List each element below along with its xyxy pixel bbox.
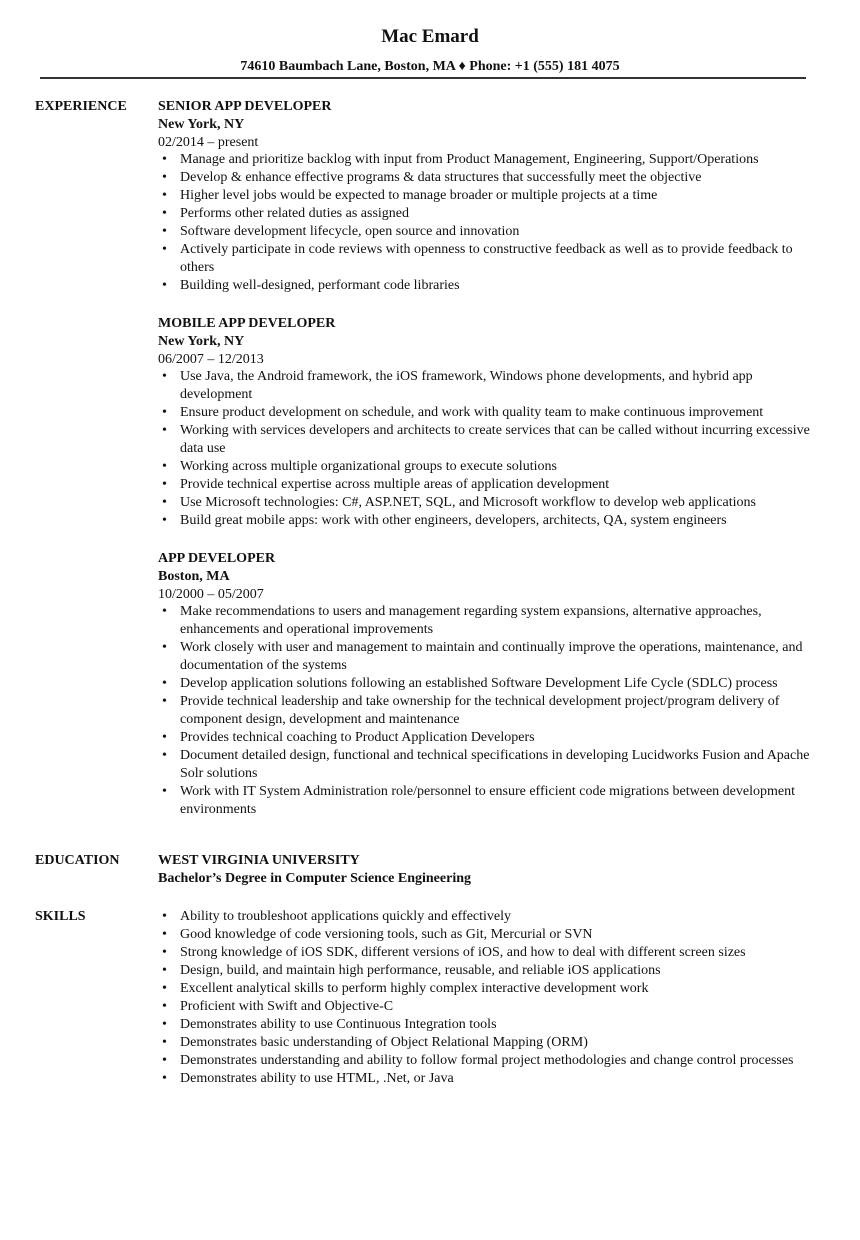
experience-section bbox=[158, 98, 818, 839]
bullet-icon: • bbox=[162, 170, 167, 185]
job-bullet-item bbox=[158, 223, 818, 241]
skill-item-text: Ability to troubleshoot applications quickly and effectively bbox=[180, 909, 512, 924]
job-title: SENIOR APP DEVELOPER bbox=[158, 99, 332, 114]
skill-item bbox=[158, 962, 818, 980]
job-bullet-item-text: Develop & enhance effective programs & data structures that successfully meet the objective bbox=[180, 170, 702, 185]
job-bullet-item bbox=[158, 675, 818, 693]
skill-item bbox=[158, 998, 818, 1016]
job-entry bbox=[158, 315, 818, 530]
job-bullets bbox=[158, 603, 818, 819]
bullet-icon: • bbox=[162, 784, 167, 799]
skill-item-text: Excellent analytical skills to perform highly complex interactive development work bbox=[180, 981, 649, 996]
bullet-icon: • bbox=[162, 927, 167, 942]
skill-item-text: Good knowledge of code versioning tools, such as Git, Mercurial or SVN bbox=[180, 927, 593, 942]
section-label-experience: EXPERIENCE bbox=[35, 99, 127, 114]
skill-item bbox=[158, 1052, 818, 1070]
contact-line: 74610 Baumbach Lane, Boston, MA ♦ Phone: +1 (555) 181 4075 bbox=[240, 59, 620, 74]
bullet-icon: • bbox=[162, 495, 167, 510]
skill-item bbox=[158, 980, 818, 998]
bullet-icon: • bbox=[162, 909, 167, 924]
job-bullet-item-text: Manage and prioritize backlog with input from Product Management, Engineering, Support/Operations bbox=[180, 152, 759, 167]
job-bullet-item-text: Provide technical leadership and take ownership for the technical development project/program delivery of component design, development and maintenance bbox=[180, 694, 780, 727]
job-bullets bbox=[158, 151, 818, 295]
job-bullet-item bbox=[158, 512, 818, 530]
bullet-icon: • bbox=[162, 694, 167, 709]
job-bullet-item-text: Working with services developers and architects to create services that can be called without incurring excessive data use bbox=[180, 423, 810, 456]
job-bullet-item bbox=[158, 783, 818, 819]
job-dates: 06/2007 – 12/2013 bbox=[158, 352, 264, 367]
bullet-icon: • bbox=[162, 423, 167, 438]
section-label-skills: SKILLS bbox=[35, 909, 86, 924]
job-bullet-item-text: Actively participate in code reviews with openness to constructive feedback as well as to provide feedback to others bbox=[180, 242, 793, 275]
job-bullet-item-text: Use Microsoft technologies: C#, ASP.NET, SQL, and Microsoft workflow to develop web applications bbox=[180, 495, 756, 510]
job-bullets bbox=[158, 368, 818, 530]
job-bullet-item-text: Document detailed design, functional and technical specifications in developing Lucidworks Fusion and Apache Solr solutions bbox=[180, 748, 810, 781]
bullet-icon: • bbox=[162, 981, 167, 996]
bullet-icon: • bbox=[162, 1071, 167, 1086]
skills-list bbox=[158, 908, 818, 1088]
bullet-icon: • bbox=[162, 278, 167, 293]
skills-section bbox=[158, 908, 818, 1088]
job-entry bbox=[158, 98, 818, 295]
job-bullet-item bbox=[158, 277, 818, 295]
job-bullet-item bbox=[158, 151, 818, 169]
skill-item-text: Demonstrates understanding and ability to follow formal project methodologies and change control processes bbox=[180, 1053, 794, 1068]
job-bullet-item-text: Use Java, the Android framework, the iOS framework, Windows phone developments, and hybrid app development bbox=[180, 369, 753, 402]
job-bullet-item bbox=[158, 693, 818, 729]
candidate-name: Mac Emard bbox=[381, 26, 479, 47]
job-bullet-item bbox=[158, 603, 818, 639]
skill-item bbox=[158, 944, 818, 962]
header-divider bbox=[40, 77, 806, 79]
job-title: APP DEVELOPER bbox=[158, 551, 276, 566]
job-bullet-item-text: Performs other related duties as assigned bbox=[180, 206, 409, 221]
bullet-icon: • bbox=[162, 945, 167, 960]
bullet-icon: • bbox=[162, 963, 167, 978]
skill-item-text: Design, build, and maintain high performance, reusable, and reliable iOS applications bbox=[180, 963, 661, 978]
education-section bbox=[158, 852, 818, 888]
job-bullet-item-text: Building well-designed, performant code libraries bbox=[180, 278, 460, 293]
job-bullet-item bbox=[158, 494, 818, 512]
bullet-icon: • bbox=[162, 369, 167, 384]
skill-item bbox=[158, 1016, 818, 1034]
job-bullet-item-text: Make recommendations to users and management regarding system expansions, alternative approaches, enhancements and operational improvements bbox=[180, 604, 762, 637]
job-bullet-item bbox=[158, 404, 818, 422]
job-bullet-item-text: Build great mobile apps: work with other engineers, developers, architects, QA, system engineers bbox=[180, 513, 727, 528]
job-bullet-item bbox=[158, 639, 818, 675]
job-bullet-item bbox=[158, 187, 818, 205]
bullet-icon: • bbox=[162, 748, 167, 763]
job-bullet-item-text: Software development lifecycle, open source and innovation bbox=[180, 224, 520, 239]
job-bullet-item-text: Provide technical expertise across multiple areas of application development bbox=[180, 477, 610, 492]
bullet-icon: • bbox=[162, 477, 167, 492]
job-bullet-item bbox=[158, 368, 818, 404]
job-bullet-item-text: Ensure product development on schedule, and work with quality team to make continuous improvement bbox=[180, 405, 764, 420]
bullet-icon: • bbox=[162, 676, 167, 691]
bullet-icon: • bbox=[162, 188, 167, 203]
job-bullet-item bbox=[158, 205, 818, 223]
job-location: New York, NY bbox=[158, 334, 245, 349]
job-bullet-item-text: Develop application solutions following an established Software Development Life Cycle (SDLC) process bbox=[180, 676, 778, 691]
section-label-education: EDUCATION bbox=[35, 853, 120, 868]
skill-item-text: Strong knowledge of iOS SDK, different versions of iOS, and how to deal with different screen sizes bbox=[180, 945, 746, 960]
skill-item bbox=[158, 926, 818, 944]
job-bullet-item-text: Work closely with user and management to maintain and continually improve the operations, maintenance, and documentation of the systems bbox=[180, 640, 803, 673]
job-location: New York, NY bbox=[158, 117, 245, 132]
bullet-icon: • bbox=[162, 206, 167, 221]
job-entry bbox=[158, 550, 818, 819]
bullet-icon: • bbox=[162, 1017, 167, 1032]
job-dates: 02/2014 – present bbox=[158, 135, 259, 150]
bullet-icon: • bbox=[162, 459, 167, 474]
bullet-icon: • bbox=[162, 730, 167, 745]
job-bullet-item bbox=[158, 169, 818, 187]
bullet-icon: • bbox=[162, 242, 167, 257]
job-bullet-item bbox=[158, 241, 818, 277]
bullet-icon: • bbox=[162, 224, 167, 239]
school-name: WEST VIRGINIA UNIVERSITY bbox=[158, 853, 360, 868]
job-bullet-item bbox=[158, 422, 818, 458]
job-bullet-item bbox=[158, 747, 818, 783]
skill-item-text: Demonstrates ability to use HTML, .Net, or Java bbox=[180, 1071, 454, 1086]
bullet-icon: • bbox=[162, 152, 167, 167]
job-bullet-item bbox=[158, 458, 818, 476]
skill-item-text: Demonstrates basic understanding of Object Relational Mapping (ORM) bbox=[180, 1035, 588, 1050]
bullet-icon: • bbox=[162, 513, 167, 528]
skill-item bbox=[158, 1070, 818, 1088]
job-bullet-item bbox=[158, 729, 818, 747]
bullet-icon: • bbox=[162, 1053, 167, 1068]
job-dates: 10/2000 – 05/2007 bbox=[158, 587, 264, 602]
skill-item-text: Demonstrates ability to use Continuous Integration tools bbox=[180, 1017, 497, 1032]
job-bullet-item-text: Higher level jobs would be expected to manage broader or multiple projects at a time bbox=[180, 188, 658, 203]
job-title: MOBILE APP DEVELOPER bbox=[158, 316, 336, 331]
bullet-icon: • bbox=[162, 640, 167, 655]
degree-name: Bachelor’s Degree in Computer Science Engineering bbox=[158, 871, 472, 886]
job-bullet-item-text: Provides technical coaching to Product Application Developers bbox=[180, 730, 535, 745]
job-bullet-item-text: Work with IT System Administration role/personnel to ensure efficient code migrations between development environments bbox=[180, 784, 795, 817]
skill-item-text: Proficient with Swift and Objective-C bbox=[180, 999, 394, 1014]
skill-item bbox=[158, 908, 818, 926]
bullet-icon: • bbox=[162, 604, 167, 619]
bullet-icon: • bbox=[162, 999, 167, 1014]
job-location: Boston, MA bbox=[158, 569, 230, 584]
job-bullet-item-text: Working across multiple organizational groups to execute solutions bbox=[180, 459, 557, 474]
bullet-icon: • bbox=[162, 405, 167, 420]
skill-item bbox=[158, 1034, 818, 1052]
bullet-icon: • bbox=[162, 1035, 167, 1050]
job-bullet-item bbox=[158, 476, 818, 494]
